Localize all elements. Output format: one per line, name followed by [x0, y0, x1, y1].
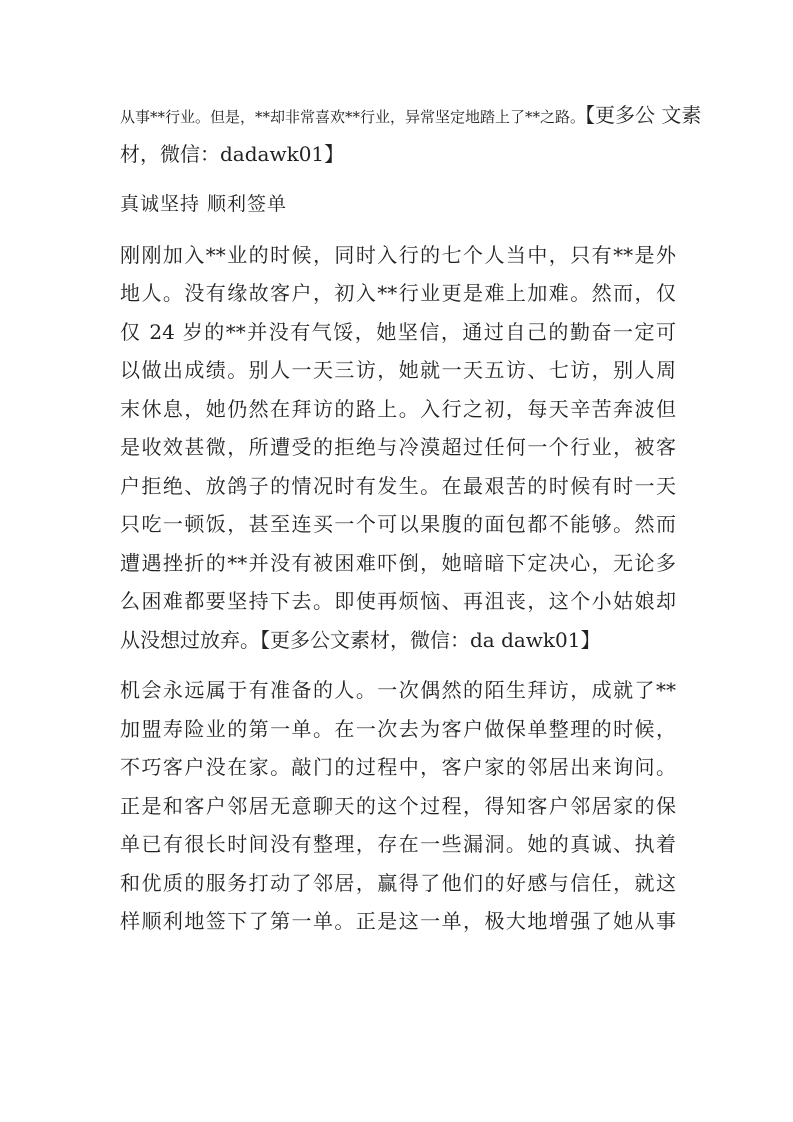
paragraph-line: 刚刚加入**业的时候，同时入行的七个人当中，只有**是外: [120, 242, 676, 267]
paragraph-line: 以做出成绩。别人一天三访，她就一天五访、七访，别人周: [120, 358, 676, 382]
intro-line-2: 材，微信：dadawk01】: [120, 141, 345, 166]
paragraph-line: 是收效甚微，所遭受的拒绝与冷漠超过任何一个行业，被客: [120, 435, 676, 459]
paragraph-line: 末休息，她仍然在拜访的路上。入行之初，每天辛苦奔波但: [120, 396, 676, 421]
paragraph-2: [120, 671, 676, 941]
paragraph-line: 和优质的服务打动了邻居，赢得了他们的好感与信任，就这: [120, 870, 676, 895]
paragraph-line: 遭遇挫折的**并没有被困难吓倒，她暗暗下定决心，无论多: [120, 550, 676, 575]
paragraph-1: [120, 236, 676, 660]
paragraph-line: 仅 24 岁的**并没有气馁，她坚信，通过自己的勤奋一定可: [120, 319, 676, 344]
paragraph-line: 加盟寿险业的第一单。在一次去为客户做保单整理的时候，: [120, 716, 676, 741]
intro-small-text: 从事**行业。但是，**却非常喜欢**行业，异常坚定地踏上了**之路。: [120, 108, 586, 126]
paragraph-line: 从没想过放弃。【更多公文素材，微信：da dawk01】: [120, 627, 601, 652]
paragraph-line: 么困难都要坚持下去。即使再烦恼、再沮丧，这个小姑娘却: [120, 589, 676, 613]
spacer: [120, 224, 676, 236]
paragraph-line: 样顺利地签下了第一单。正是这一单，极大地增强了她从事: [120, 909, 676, 933]
intro-tail-text: 【更多公 文素: [585, 103, 702, 127]
paragraph-line: 机会永远属于有准备的人。一次偶然的陌生拜访，成就了**: [120, 678, 676, 702]
paragraph-line: 不巧客户没在家。敲门的过程中，客户家的邻居出来询问。: [120, 755, 676, 779]
document-page: [120, 96, 702, 941]
spacer: [120, 659, 676, 671]
spacer: [120, 173, 676, 185]
paragraph-line: 正是和客户邻居无意聊天的这个过程，得知客户邻居家的保: [120, 793, 676, 818]
paragraph-line: 单已有很长时间没有整理，存在一些漏洞。她的真诚、执着: [120, 832, 676, 856]
paragraph-line: 地人。没有缘故客户，初入**行业更是难上加难。然而，仅: [120, 281, 676, 305]
intro-line-1: [120, 96, 702, 135]
paragraph-line: 只吃一顿饭，甚至连买一个可以果腹的面包都不能够。然而: [120, 512, 676, 536]
paragraph-line: 户拒绝、放鸽子的情况时有发生。在最艰苦的时候有时一天: [120, 473, 676, 498]
section-heading: 真诚坚持 顺利签单: [120, 193, 288, 215]
